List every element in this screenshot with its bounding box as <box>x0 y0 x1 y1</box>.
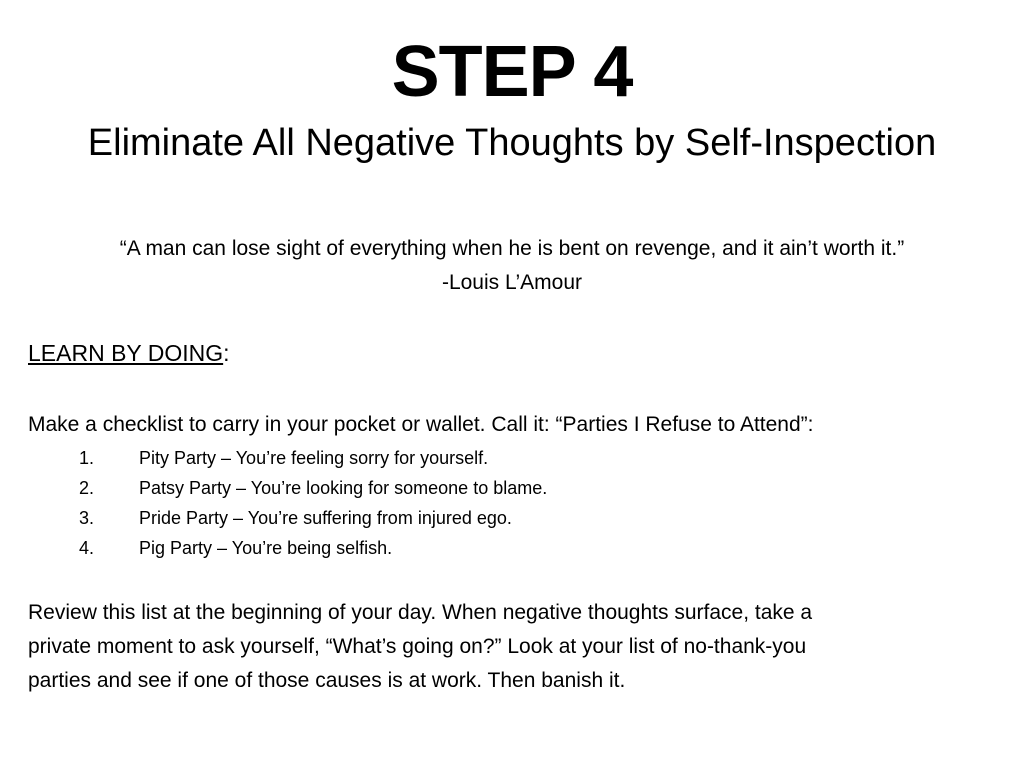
list-item-number: 4. <box>79 538 95 558</box>
quote-text: “A man can lose sight of everything when he is bent on revenge, and it ain’t worth it.” <box>119 237 905 260</box>
review-line: Review this list at the beginning of your day. When negative thoughts surface, take a <box>28 601 813 624</box>
list-item-text: Pig Party – You’re being selfish. <box>139 538 393 558</box>
list-item-number: 3. <box>79 508 95 528</box>
list-item-number: 1. <box>79 448 95 468</box>
learn-by-doing-label: LEARN BY DOING <box>28 340 224 366</box>
list-item-text: Patsy Party – You’re looking for someone to blame. <box>139 478 548 498</box>
quote-attribution: -Louis L’Amour <box>441 271 583 294</box>
review-paragraph <box>28 596 1008 698</box>
list-item-text: Pride Party – You’re suffering from injured ego. <box>139 508 512 528</box>
review-line: private moment to ask yourself, “What’s going on?” Look at your list of no-thank-you <box>28 635 807 658</box>
slide-title: STEP 4 <box>391 32 633 112</box>
list-item-number: 2. <box>79 478 95 498</box>
checklist-intro: Make a checklist to carry in your pocket or wallet. Call it: “Parties I Refuse to Attend”: <box>28 413 814 436</box>
learn-by-doing-heading <box>28 336 230 370</box>
slide-subtitle: Eliminate All Negative Thoughts by Self-Inspection <box>87 122 937 164</box>
list-item-text: Pity Party – You’re feeling sorry for yourself. <box>139 448 489 468</box>
review-line: parties and see if one of those causes is at work. Then banish it. <box>28 669 626 692</box>
learn-by-doing-colon: : <box>223 340 230 366</box>
